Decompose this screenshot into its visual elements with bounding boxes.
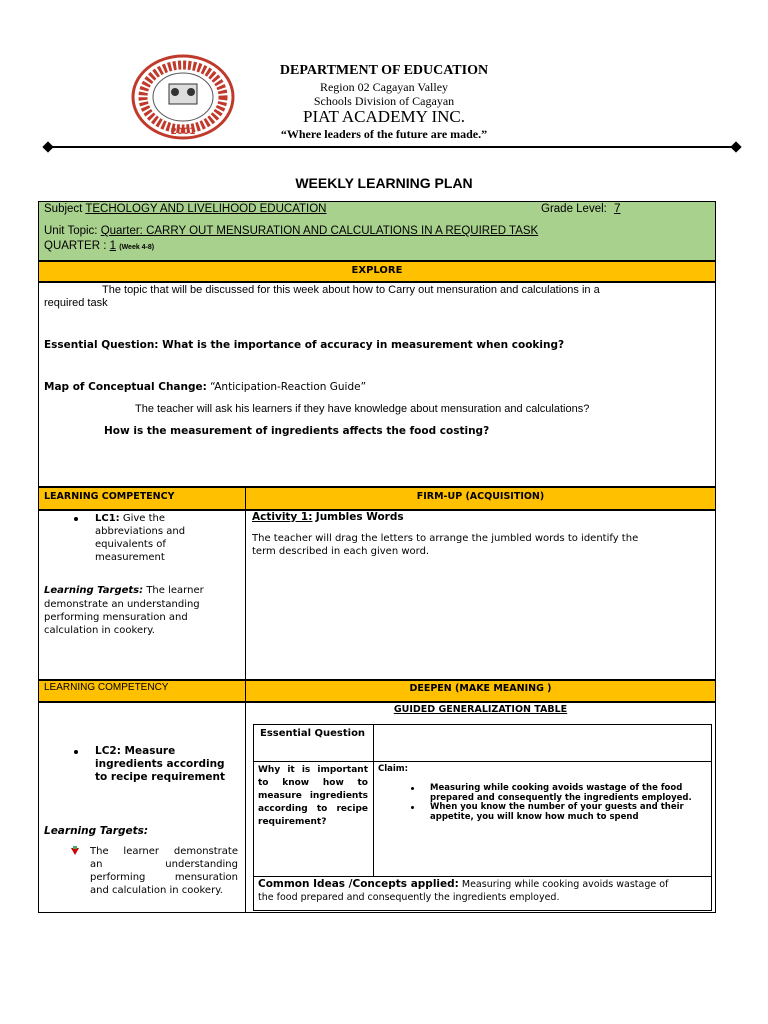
firmup-targets-text1: The learner [146,585,204,596]
firmup-targets-line2: demonstrate an understanding [44,599,200,610]
common-ideas-text1: Measuring while cooking avoids wastage of [461,879,669,890]
firmup-targets-label: Learning Targets: [44,585,144,596]
activity-line1: The teacher will drag the letters to arrange the jumbled words to identify the [252,533,639,544]
lc1-line1 [95,512,165,525]
claim2-line1: When you know the number of your guests and their [430,802,684,812]
school-motto: “Where leaders of the future are made.” [280,127,488,141]
unit-topic-label: Unit Topic: [44,225,98,237]
grade-label: Grade Level: [541,203,607,215]
claim2-bullet [411,806,414,809]
lc1-code: LC1: [95,513,120,524]
deepen-target-line2: an understanding [90,859,238,870]
why-line1: Why it is important [258,765,368,775]
subject-label: Subject [44,203,83,215]
claim-label: Claim: [378,764,409,774]
lc1-bullet [74,517,78,521]
deepen-targets-label: Learning Targets: [44,825,149,837]
firmup-targets-line1 [44,584,204,597]
explore-question: How is the measurement of ingredients affects the food costing? [104,425,490,437]
subject-row [44,203,326,216]
unit-topic-row [44,225,538,238]
common-ideas-line2: the food prepared and consequently the ingredients employed. [258,892,560,903]
map-label: Map of Conceptual Change: [44,381,207,393]
activity-title: Jumbles Words [315,511,404,523]
lc1-text1: Give the [122,513,166,524]
lc1-line2: abbreviations and [95,526,186,537]
week-range: (Week 4-8) [119,244,155,251]
explore-heading: EXPLORE [351,265,403,276]
deepen-target-line4: and calculation in cookery. [90,885,223,896]
header-divider [48,146,736,148]
quarter-value: 1 [109,240,117,252]
map-conceptual-change [44,381,366,394]
firmup-targets-line4: calculation in cookery. [44,625,155,636]
quarter-label: QUARTER : [44,240,107,252]
deepen-heading: DEEPEN (MAKE MEANING ) [409,683,552,694]
claim1-bullet [411,787,414,790]
arrow-bullet-icon [70,846,80,856]
divider-left-diamond [42,141,53,152]
claim1-line2: prepared and consequently the ingredients employed. [430,793,692,803]
explore-intro-line1: The topic that will be discussed for this week about how to Carry out mensuration and calculations in a [102,284,600,296]
lc1-line3: equivalents of [95,539,166,550]
generalization-table-row-divider-1 [253,761,712,762]
why-line2: to know how to [258,778,368,788]
why-line5: requirement? [258,817,327,827]
quarter-row [44,240,154,254]
common-ideas-line1 [258,878,668,891]
generalization-table-col-divider [373,724,374,877]
lc-heading-2: LEARNING COMPETENCY [44,682,169,693]
explore-intro-line2: required task [44,297,108,309]
subject-value: TECHOLOGY AND LIVELIHOOD EDUCATION [85,203,327,215]
eq-label: Essential Question [260,728,366,739]
map-value: “Anticipation-Reaction Guide” [210,381,367,393]
division-name: Schools Division of Cagayan [313,94,455,108]
essential-question: Essential Question: What is the importance of accuracy in measurement when cooking? [44,339,565,351]
why-line4: according to recipe [258,804,368,814]
region-name: Region 02 Cagayan Valley [319,80,449,94]
claim2-line2: appetite, you will know how much to spend [430,812,639,822]
lc-heading-1: LEARNING COMPETENCY [44,491,175,502]
lc2-line2: ingredients according [95,758,225,770]
firmup-heading: FIRM-UP (ACQUISITION) [416,491,545,502]
department-name: DEPARTMENT OF EDUCATION [279,63,489,78]
claim1-line1: Measuring while cooking avoids wastage of the food [430,783,683,793]
lc2-line1: LC2: Measure [95,745,176,757]
lc1-line4: measurement [95,552,165,563]
school-name: PIAT ACADEMY INC. [303,107,465,126]
grade-row [541,203,624,216]
activity-label: Activity 1: [252,511,313,523]
unit-topic-value: Quarter: CARRY OUT MENSURATION AND CALCULATIONS IN A REQUIRED TASK [100,225,539,237]
firmup-targets-line3: performing mensuration and [44,612,188,623]
deepen-target-line1: The learner demonstrate [90,846,238,857]
page-title: WEEKLY LEARNING PLAN [295,175,473,191]
deepen-target-line3: performing mensuration [90,872,238,883]
generalization-table-title: GUIDED GENERALIZATION TABLE [393,704,568,715]
seal-year-text: 2001 [170,127,196,137]
why-line3: measure ingredients [258,791,368,801]
lc2-bullet [74,750,78,754]
activity-line2: term described in each given word. [252,546,430,557]
common-ideas-label: Common Ideas /Concepts applied: [258,878,459,890]
lc2-line3: to recipe requirement [95,771,226,783]
activity-title-row [252,511,404,524]
teacher-question-line: The teacher will ask his learners if they have knowledge about mensuration and calculations? [135,403,590,415]
divider-right-diamond [730,141,741,152]
grade-value: 7 [614,203,621,215]
